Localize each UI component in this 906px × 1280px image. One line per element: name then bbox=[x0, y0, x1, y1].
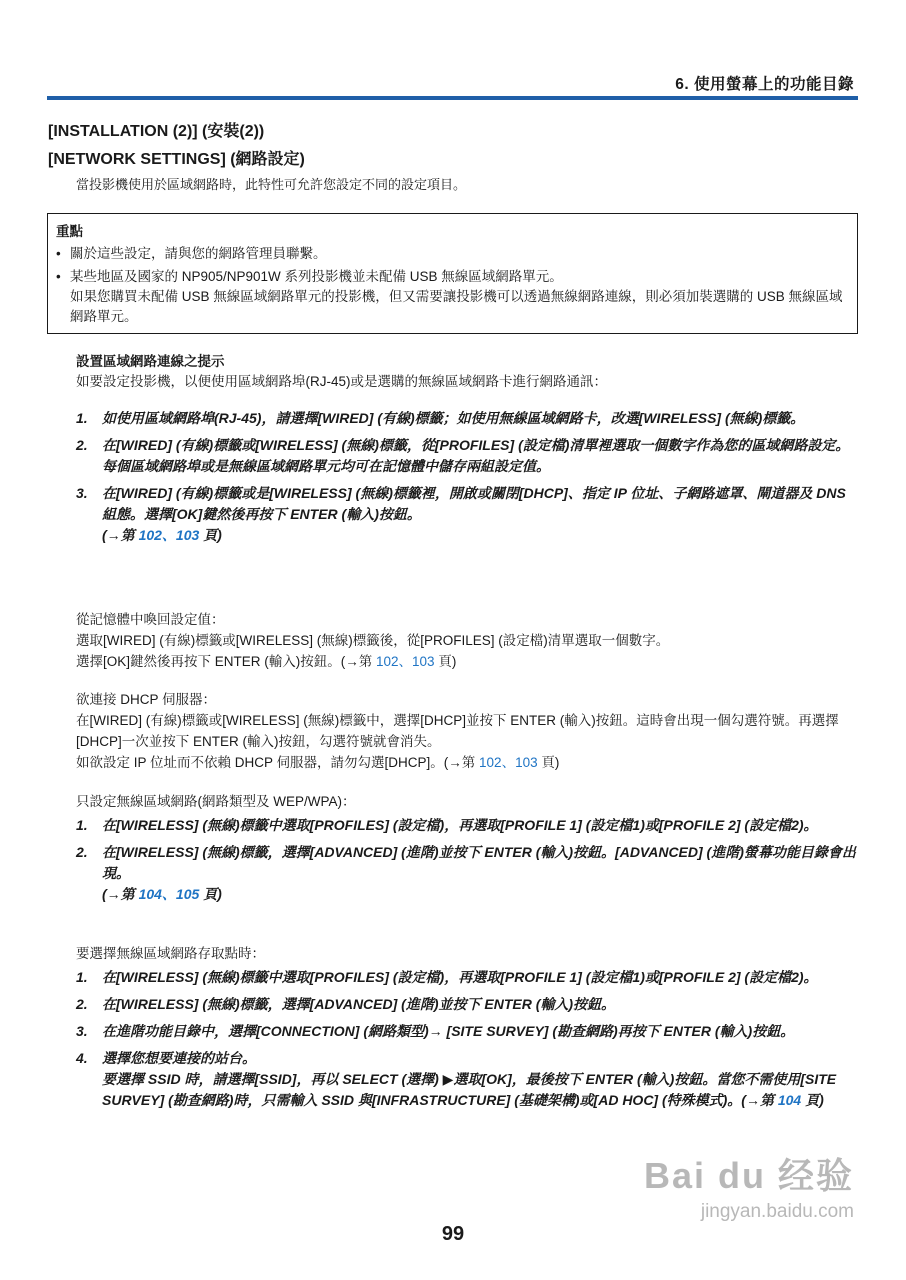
dhcp-line: 在[WIRED] (有線)標籤或[WIRELESS] (無線)標籤中，選擇[DHCP]並按下 ENTER (輸入)按鈕。這時會出現一個勾選符號。再選擇[DHCP]一次並按下 ENTER (輸入)按鈕，勾選符號就會消失。 bbox=[76, 712, 839, 749]
page-reference: (→第 104、105 頁) bbox=[102, 885, 222, 902]
important-title: 重點 bbox=[56, 224, 83, 239]
watermark bbox=[644, 1150, 854, 1226]
page-link-103[interactable]: 103 bbox=[175, 527, 200, 543]
access-point-title: 要選擇無線區域網路存取點時： bbox=[76, 946, 265, 961]
installation-heading: [INSTALLATION (2)] (安裝(2)) bbox=[48, 123, 265, 140]
bullet-dot-icon: • bbox=[56, 269, 61, 285]
watermark-url: jingyan.baidu.com bbox=[700, 1201, 854, 1223]
important-bullet: • 關於這些設定，請與您的網路管理員聯繫。 bbox=[56, 244, 849, 264]
recall-line: 選擇[OK]鍵然後再按下 ENTER (輸入)按鈕。(→第 102、103 頁) bbox=[76, 653, 457, 669]
page-link-102[interactable]: 102 bbox=[479, 754, 502, 770]
tips-steps bbox=[76, 402, 858, 546]
wireless-only-section bbox=[76, 792, 858, 905]
list-item: 3. 在進階功能目錄中，選擇[CONNECTION] (網路類型)→ [SITE SURVEY] (勘查網路)再按下 ENTER (輸入)按鈕。 bbox=[76, 1022, 795, 1039]
intro-text: 當投影機使用於區域網路時，此特性可允許您設定不同的設定項目。 bbox=[76, 177, 467, 192]
tips-section bbox=[76, 352, 858, 392]
dhcp-title: 欲連接 DHCP 伺服器： bbox=[76, 692, 217, 707]
bullet-dot-icon: • bbox=[56, 245, 61, 261]
important-continuation: 如果您購買未配備 USB 無線區域網路單元的投影機，但又需要讓投影機可以透過無線網路連線，則必須加裝選購的 USB 無線區域網路單元。 bbox=[70, 288, 843, 324]
dhcp-section bbox=[76, 690, 858, 774]
page-link-104[interactable]: 104 bbox=[138, 885, 162, 902]
list-item: 1. 在[WIRELESS] (無線)標籤中選取[PROFILES] (設定檔)，再選取[PROFILE 1] (設定檔1)或[PROFILE 2] (設定檔2)。 bbox=[76, 816, 818, 833]
watermark-logo: Bai du 经验 bbox=[643, 1155, 854, 1196]
wireless-only-title: 只設定無線區域網路(網路類型及 WEP/WPA)： bbox=[76, 794, 356, 809]
chapter-title: 6. 使用螢幕上的功能目錄 bbox=[675, 76, 854, 93]
page-link-102[interactable]: 102 bbox=[138, 527, 162, 543]
step-note: 要選擇 SSID 時，請選擇[SSID]，再以 SELECT (選擇) ▶選取[OK]，最後按下 ENTER (輸入)按鈕。當您不需使用[SITE SURVEY] (勘查網路)時，只需輸入 SSID 與[INFRASTRUCTURE] (基礎架構)或[AD HOC] (特殊模式)。(→第 104 頁) bbox=[102, 1070, 837, 1108]
important-box bbox=[47, 213, 858, 334]
list-item: 1. 在[WIRELESS] (無線)標籤中選取[PROFILES] (設定檔)，再選取[PROFILE 1] (設定檔1)或[PROFILE 2] (設定檔2)。 bbox=[76, 968, 818, 985]
important-bullet: • 某些地區及國家的 NP905/NP901W 系列投影機並未配備 USB 無線區域網路單元。 bbox=[56, 267, 849, 287]
page-link-102[interactable]: 102 bbox=[376, 653, 399, 669]
list-item: 3. 在[WIRED] (有線)標籤或是[WIRELESS] (無線)標籤裡，開啟或關閉[DHCP]、指定 IP 位址、子網路遮罩、閘道器及 DNS 組態。選擇[OK]鍵然後再按下 ENTER (輸入)按鈕。 (→第 102、103 頁) bbox=[76, 485, 846, 543]
recall-line: 選取[WIRED] (有線)標籤或[WIRELESS] (無線)標籤後，從[PROFILES] (設定檔)清單選取一個數字。 bbox=[76, 632, 670, 648]
page-number: 99 bbox=[441, 1223, 465, 1245]
dhcp-line: 如欲設定 IP 位址而不依賴 DHCP 伺服器，請勿勾選[DHCP]。(→第 102、103 頁) bbox=[76, 754, 560, 770]
access-point-section bbox=[76, 944, 858, 1111]
page-link-103[interactable]: 103 bbox=[412, 653, 435, 669]
list-item: 2. 在[WIRELESS] (無線)標籤，選擇[ADVANCED] (進階)並按下 ENTER (輸入)按鈕。[ADVANCED] (進階)螢幕功能目錄會出現。 (→第 104、105 頁) bbox=[76, 843, 856, 902]
page-link-104[interactable]: 104 bbox=[777, 1091, 802, 1108]
recall-section bbox=[76, 610, 858, 673]
tips-title: 設置區域網路連線之提示 bbox=[76, 354, 225, 369]
list-item: 1. 如使用區域網路埠(RJ-45)，請選擇[WIRED] (有線)標籤；如使用無線區域網路卡，改選[WIRELESS] (無線)標籤。 bbox=[76, 410, 805, 426]
page-reference: (→第 102、103 頁) bbox=[102, 527, 222, 543]
list-item: 4. 選擇您想要連接的站台。 要選擇 SSID 時，請選擇[SSID]，再以 SELECT (選擇) ▶選取[OK]，最後按下 ENTER (輸入)按鈕。當您不需使用[SITE SURVEY] (勘查網路)時，只需輸入 SSID 與[INFRASTRUCTURE] (基礎架構)或[AD HOC] (特殊模式)。(→第 104 頁) bbox=[76, 1049, 837, 1108]
network-settings-heading: [NETWORK SETTINGS] (網路設定) bbox=[48, 151, 305, 168]
tips-desc: 如要設定投影機，以便使用區域網路埠(RJ-45)或是選購的無線區域網路卡進行網路通訊： bbox=[76, 373, 608, 389]
step-note: 每個區域網路埠或是無線區域網路單元均可在記憶體中儲存兩組設定值。 bbox=[102, 458, 550, 474]
list-item: 2. 在[WIRED] (有線)標籤或[WIRELESS] (無線)標籤，從[PROFILES] (設定檔)清單裡選取一個數字作為您的區域網路設定。 每個區域網路埠或是無線區域網路單元均可在記憶體中儲存兩組設定值。 bbox=[76, 437, 850, 474]
page-link-105[interactable]: 105 bbox=[175, 885, 200, 902]
list-item: 2. 在[WIRELESS] (無線)標籤，選擇[ADVANCED] (進階)並按下 ENTER (輸入)按鈕。 bbox=[76, 995, 616, 1012]
page-link-103[interactable]: 103 bbox=[515, 754, 538, 770]
header-rule bbox=[47, 96, 858, 100]
recall-title: 從記憶體中喚回設定值： bbox=[76, 612, 225, 627]
